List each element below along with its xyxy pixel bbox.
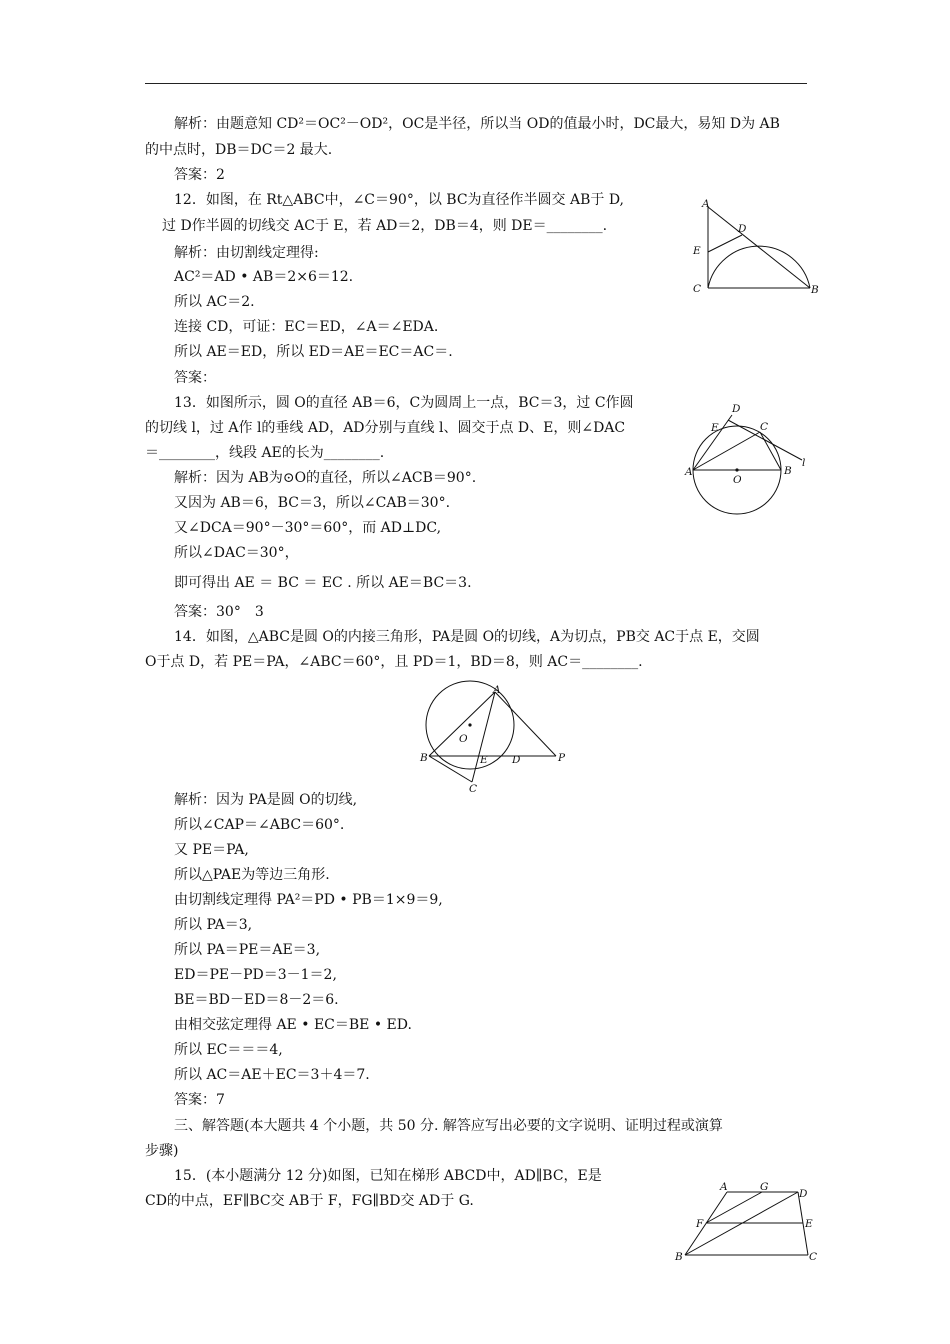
label-F: F xyxy=(696,1218,704,1230)
figure-problem-15 xyxy=(670,1180,820,1269)
header-rule xyxy=(145,83,807,84)
label-B: B xyxy=(784,465,792,477)
text-line: 又因为 AB＝6，BC＝3，所以∠CAB＝30°. xyxy=(174,495,451,511)
text-line: ED＝PE－PD＝3－1＝2, xyxy=(174,967,337,983)
label-E: E xyxy=(711,422,719,434)
text-line: 步骤) xyxy=(145,1143,179,1159)
segment-AB xyxy=(429,692,495,756)
text-line: 所以△PAE为等边三角形. xyxy=(174,867,330,883)
label-D: D xyxy=(799,1188,808,1200)
tangent-PA xyxy=(495,692,556,756)
label-E: E xyxy=(805,1218,813,1230)
label-B: B xyxy=(420,752,428,764)
text-line: AC²＝AD • AB＝2×6＝12. xyxy=(174,269,354,285)
text-line: 由相交弦定理得 AE • EC＝BE • ED. xyxy=(174,1017,412,1033)
segment-AB xyxy=(708,207,810,288)
segment-FG xyxy=(706,1192,762,1223)
label-B: B xyxy=(675,1251,683,1263)
label-A: A xyxy=(720,1181,728,1193)
text-line: 15．(本小题满分 12 分)如图，已知在梯形 ABCD中，AD∥BC，E是 xyxy=(174,1168,602,1184)
text-line: 又∠DCA＝90°－30°＝60°，而 AD⊥DC, xyxy=(174,520,442,536)
text-line: 三、解答题(本大题共 4 个小题，共 50 分. 解答应写出必要的文字说明、证明过程或演算 xyxy=(174,1118,723,1134)
label-B: B xyxy=(811,284,819,296)
text-line: CD的中点，EF∥BC交 AB于 F，FG∥BD交 AD于 G. xyxy=(145,1193,474,1209)
text-line: 又 PE＝PA, xyxy=(174,842,249,858)
figure-problem-14 xyxy=(415,684,575,795)
label-E: E xyxy=(693,245,701,257)
label-E: E xyxy=(480,754,488,766)
chord-AC xyxy=(693,432,760,470)
text-line: 答案：2 xyxy=(174,167,225,183)
text-line: 14．如图，△ABC是圆 O的内接三角形，PA是圆 O的切线，A为切点，PB交 AC于点 E，交圆 xyxy=(174,629,760,645)
figure-problem-13 xyxy=(680,400,820,529)
label-D: D xyxy=(732,403,741,415)
label-C: C xyxy=(693,283,702,295)
text-line: 由切割线定理得 PA²＝PD • PB＝1×9＝9, xyxy=(174,892,443,908)
text-line: 解析：由切割线定理得: xyxy=(174,245,319,261)
text-line: O于点 D，若 PE＝PA，∠ABC＝60°，且 PD＝1，BD＝8，则 AC＝________. xyxy=(145,654,643,670)
text-line: 答案： xyxy=(174,370,216,386)
text-line: 所以 AC＝AE＋EC＝3＋4＝7. xyxy=(174,1067,370,1083)
text-line: 答案：30° 3 xyxy=(174,604,264,620)
segment-AC xyxy=(472,692,495,782)
label-A: A xyxy=(493,684,501,696)
text-line: 所以 AC＝2. xyxy=(174,294,255,310)
label-G: G xyxy=(760,1181,769,1193)
center-dot xyxy=(735,468,738,471)
text-line: 13．如图所示，圆 O的直径 AB＝6，C为圆周上一点，BC＝3，过 C作圆 xyxy=(174,395,634,411)
tangent-DE xyxy=(708,235,742,252)
label-D: D xyxy=(512,754,521,766)
text-line: 所以 EC＝＝＝4, xyxy=(174,1042,283,1058)
label-O: O xyxy=(459,733,468,745)
label-l: l xyxy=(802,457,806,469)
label-D: D xyxy=(738,223,747,235)
text-line: BE＝BD－ED＝8－2＝6. xyxy=(174,992,339,1008)
text-line: 解析：因为 PA是圆 O的切线, xyxy=(174,792,358,808)
label-A: A xyxy=(702,198,710,210)
chord-CB xyxy=(760,432,781,470)
center-dot xyxy=(468,723,471,726)
text-line: 所以 PA＝PE＝AE＝3, xyxy=(174,942,321,958)
text-line: 过 D作半圆的切线交 AC于 E，若 AD＝2，DB＝4，则 DE＝________. xyxy=(162,218,608,234)
text-line: 解析：由题意知 CD²＝OC²－OD²，OC是半径，所以当 OD的值最小时，DC最大，易知 D为 AB xyxy=(174,116,780,132)
text-line: ＝________，线段 AE的长为________. xyxy=(145,445,385,461)
label-P: P xyxy=(558,752,566,764)
text-line: 所以∠CAP＝∠ABC＝60°. xyxy=(174,817,345,833)
text-line: 即可得出 AE ＝ BC ＝ EC . 所以 AE＝BC＝3. xyxy=(174,575,472,591)
text-line: 所以∠DAC＝30°， xyxy=(174,545,299,561)
text-line: 连接 CD，可证：EC＝ED，∠A＝∠EDA. xyxy=(174,319,439,335)
text-line: 的中点时，DB＝DC＝2 最大. xyxy=(145,142,333,158)
text-line: 所以 PA＝3, xyxy=(174,917,253,933)
figure-problem-12 xyxy=(680,195,825,299)
text-line: 答案：7 xyxy=(174,1092,225,1108)
text-line: 的切线 l，过 A作 l的垂线 AD，AD分别与直线 l、圆交于点 D、E，则∠DAC xyxy=(145,420,626,436)
label-A: A xyxy=(685,466,693,478)
label-O: O xyxy=(733,474,742,486)
label-C: C xyxy=(809,1251,818,1263)
text-line: 12．如图，在 Rt△ABC中，∠C＝90°，以 BC为直径作半圆交 AB于 D, xyxy=(174,192,625,208)
semicircle xyxy=(708,246,810,288)
text-line: 所以 AE＝ED，所以 ED＝AE＝EC＝AC＝. xyxy=(174,344,453,360)
text-line: 解析：因为 AB为⊙O的直径，所以∠ACB＝90°. xyxy=(174,470,477,486)
label-C: C xyxy=(760,421,769,433)
label-C: C xyxy=(469,783,478,795)
